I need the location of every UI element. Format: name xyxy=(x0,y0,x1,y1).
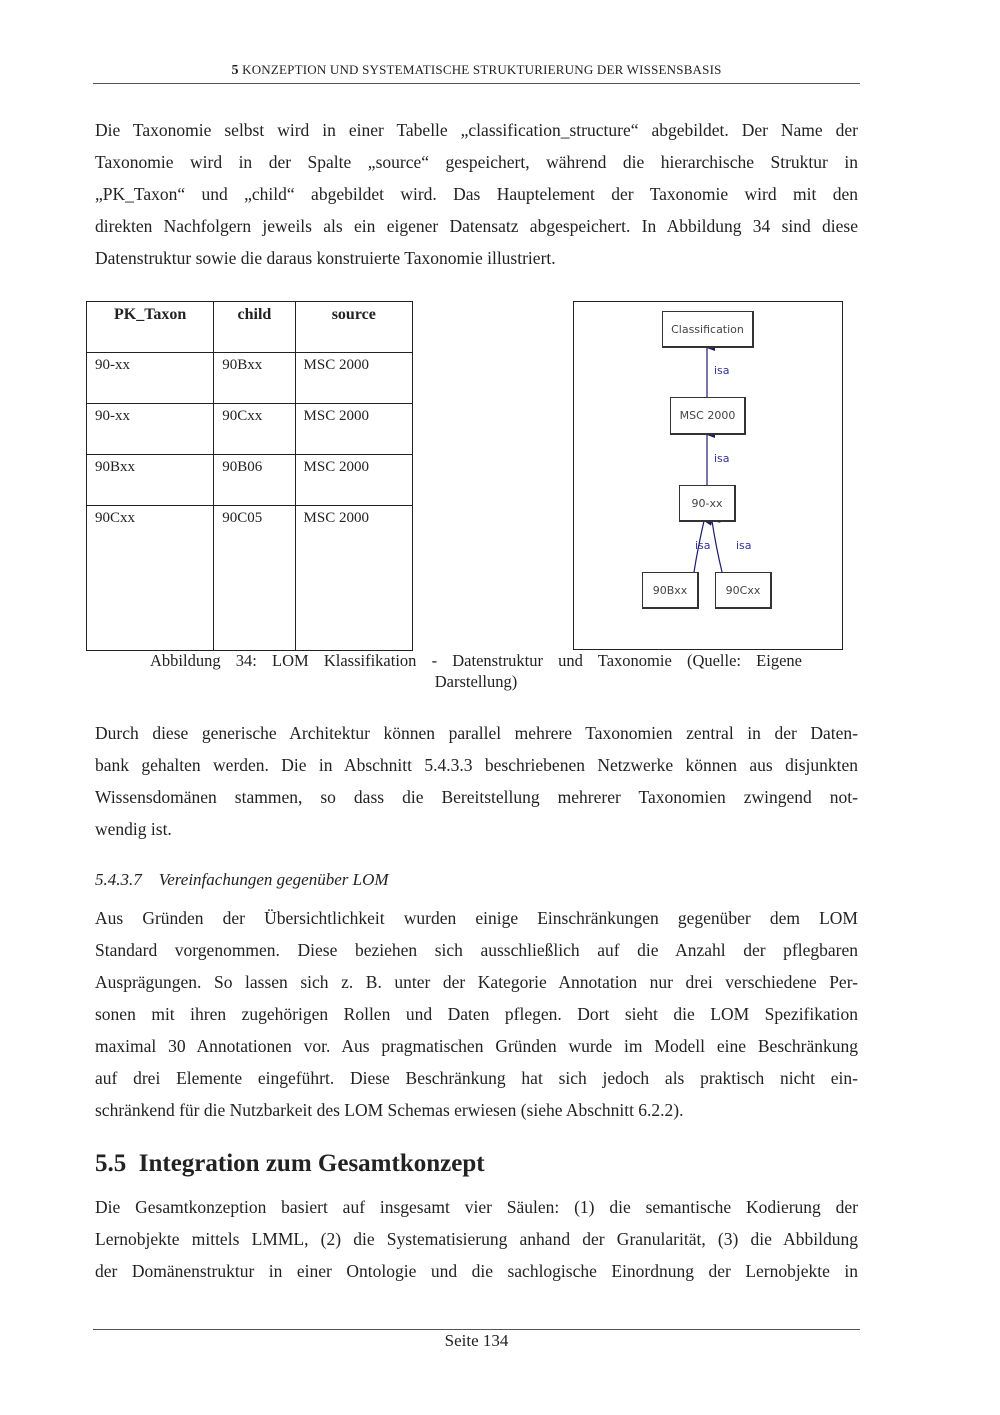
table-cell: 90Bxx xyxy=(214,353,295,404)
column-header: child xyxy=(214,302,295,353)
taxonomy-diagram xyxy=(573,301,843,650)
text-line: wendig ist. xyxy=(95,819,172,839)
node-90-xx: 90-xx xyxy=(679,485,736,522)
text-line: der Domänenstruktur in einer Ontologie und die sachlogische Einordnung der Lernobjekte in xyxy=(95,1261,858,1281)
footer-rule xyxy=(93,1329,860,1330)
table-cell: 90-xx xyxy=(87,353,214,404)
page-number: Seite 134 xyxy=(444,1331,509,1350)
table-cell: MSC 2000 xyxy=(295,404,412,455)
section-title: Integration zum Gesamtkonzept xyxy=(138,1150,485,1177)
text-line: bank gehalten werden. Die in Abschnitt 5.4.3.3 beschriebenen Netzwerke können aus disjunkten xyxy=(95,755,858,775)
text-line: auf drei Elemente eingeführt. Diese Beschränkung hat sich jedoch als praktisch nicht ein- xyxy=(95,1068,858,1088)
section-number: 5.5 xyxy=(95,1150,127,1177)
edge-label: isa xyxy=(714,364,730,377)
subsection-heading xyxy=(95,870,389,890)
caption-line: Abbildung 34: LOM Klassifikation - Datenstruktur und Taxonomie (Quelle: Eigene xyxy=(150,651,802,670)
subsection-number: 5.4.3.7 xyxy=(95,870,142,889)
text-line: Taxonomie wird in der Spalte „source“ gespeichert, während die hierarchische Struktur in xyxy=(95,152,858,172)
table-row xyxy=(87,353,413,404)
text-line: sonen mit ihren zugehörigen Rollen und Daten pflegen. Dort sieht die LOM Spezifikation xyxy=(95,1004,858,1024)
table-cell: MSC 2000 xyxy=(295,506,412,651)
text-line: direkten Nachfolgern jeweils als ein eigener Datensatz abgespeichert. In Abbildung 34 sind diese xyxy=(95,216,858,236)
isa-edge xyxy=(712,521,722,572)
text-line: Ausprägungen. So lassen sich z. B. unter der Kategorie Annotation nur drei verschiedene Per- xyxy=(95,972,858,992)
table-cell: MSC 2000 xyxy=(295,455,412,506)
table-row xyxy=(87,404,413,455)
figure-caption xyxy=(150,650,802,692)
text-line: Durch diese generische Architektur können parallel mehrere Taxonomien zentral in der Daten- xyxy=(95,723,858,743)
chapter-number: 5 xyxy=(231,63,239,78)
table-cell: MSC 2000 xyxy=(295,353,412,404)
running-header xyxy=(93,62,860,79)
table-row xyxy=(87,455,413,506)
text-line: Die Taxonomie selbst wird in einer Tabelle „classification_structure“ abgebildet. Der Name der xyxy=(95,120,858,140)
paragraph-4 xyxy=(95,1191,858,1287)
text-line: maximal 30 Annotationen vor. Aus pragmatischen Gründen wurde im Modell eine Beschränkung xyxy=(95,1036,858,1056)
table-cell: 90C05 xyxy=(214,506,295,651)
edge-label: isa xyxy=(736,539,752,552)
text-line: Wissensdomänen stammen, so dass die Bereitstellung mehrerer Taxonomien zwingend not- xyxy=(95,787,858,807)
diagram-edges xyxy=(574,302,844,651)
paragraph-1 xyxy=(95,114,858,274)
text-line: schränkend für die Nutzbarkeit des LOM Schemas erwiesen (siehe Abschnitt 6.2.2). xyxy=(95,1100,684,1120)
node-90bxx: 90Bxx xyxy=(642,572,699,609)
edge-label: isa xyxy=(714,452,730,465)
table-cell: 90Cxx xyxy=(87,506,214,651)
node-90cxx: 90Cxx xyxy=(715,572,772,609)
caption-line: Darstellung) xyxy=(434,672,518,691)
classification-structure-table xyxy=(86,301,413,651)
text-line: Lernobjekte mittels LMML, (2) die Systematisierung anhand der Granularität, (3) die Abbildung xyxy=(95,1229,858,1249)
text-line: Datenstruktur sowie die daraus konstruierte Taxonomie illustriert. xyxy=(95,248,556,268)
text-line: Aus Gründen der Übersichtlichkeit wurden einige Einschränkungen gegenüber dem LOM xyxy=(95,908,858,928)
paragraph-2 xyxy=(95,717,858,845)
text-line: „PK_Taxon“ und „child“ abgebildet wird. Das Hauptelement der Taxonomie wird mit den xyxy=(95,184,858,204)
table-row xyxy=(87,506,413,651)
table-cell: 90-xx xyxy=(87,404,214,455)
edge-label: isa xyxy=(695,539,711,552)
node-classification: Classification xyxy=(662,311,754,348)
table-cell: 90Bxx xyxy=(87,455,214,506)
node-msc-2000: MSC 2000 xyxy=(670,397,746,435)
chapter-title: KONZEPTION UND SYSTEMATISCHE STRUKTURIERUNG DER WISSENSBASIS xyxy=(242,62,722,77)
header-rule xyxy=(93,83,860,84)
table-cell: 90Cxx xyxy=(214,404,295,455)
column-header: source xyxy=(295,302,412,353)
paragraph-3 xyxy=(95,902,858,1126)
table-cell: 90B06 xyxy=(214,455,295,506)
section-heading xyxy=(95,1150,485,1178)
text-line: Standard vorgenommen. Diese beziehen sich ausschließlich auf die Anzahl der pflegbaren xyxy=(95,940,858,960)
table-header-row xyxy=(87,302,413,353)
column-header: PK_Taxon xyxy=(87,302,214,353)
subsection-title: Vereinfachungen gegenüber LOM xyxy=(158,870,389,889)
text-line: Die Gesamtkonzeption basiert auf insgesamt vier Säulen: (1) die semantische Kodierung der xyxy=(95,1197,858,1217)
